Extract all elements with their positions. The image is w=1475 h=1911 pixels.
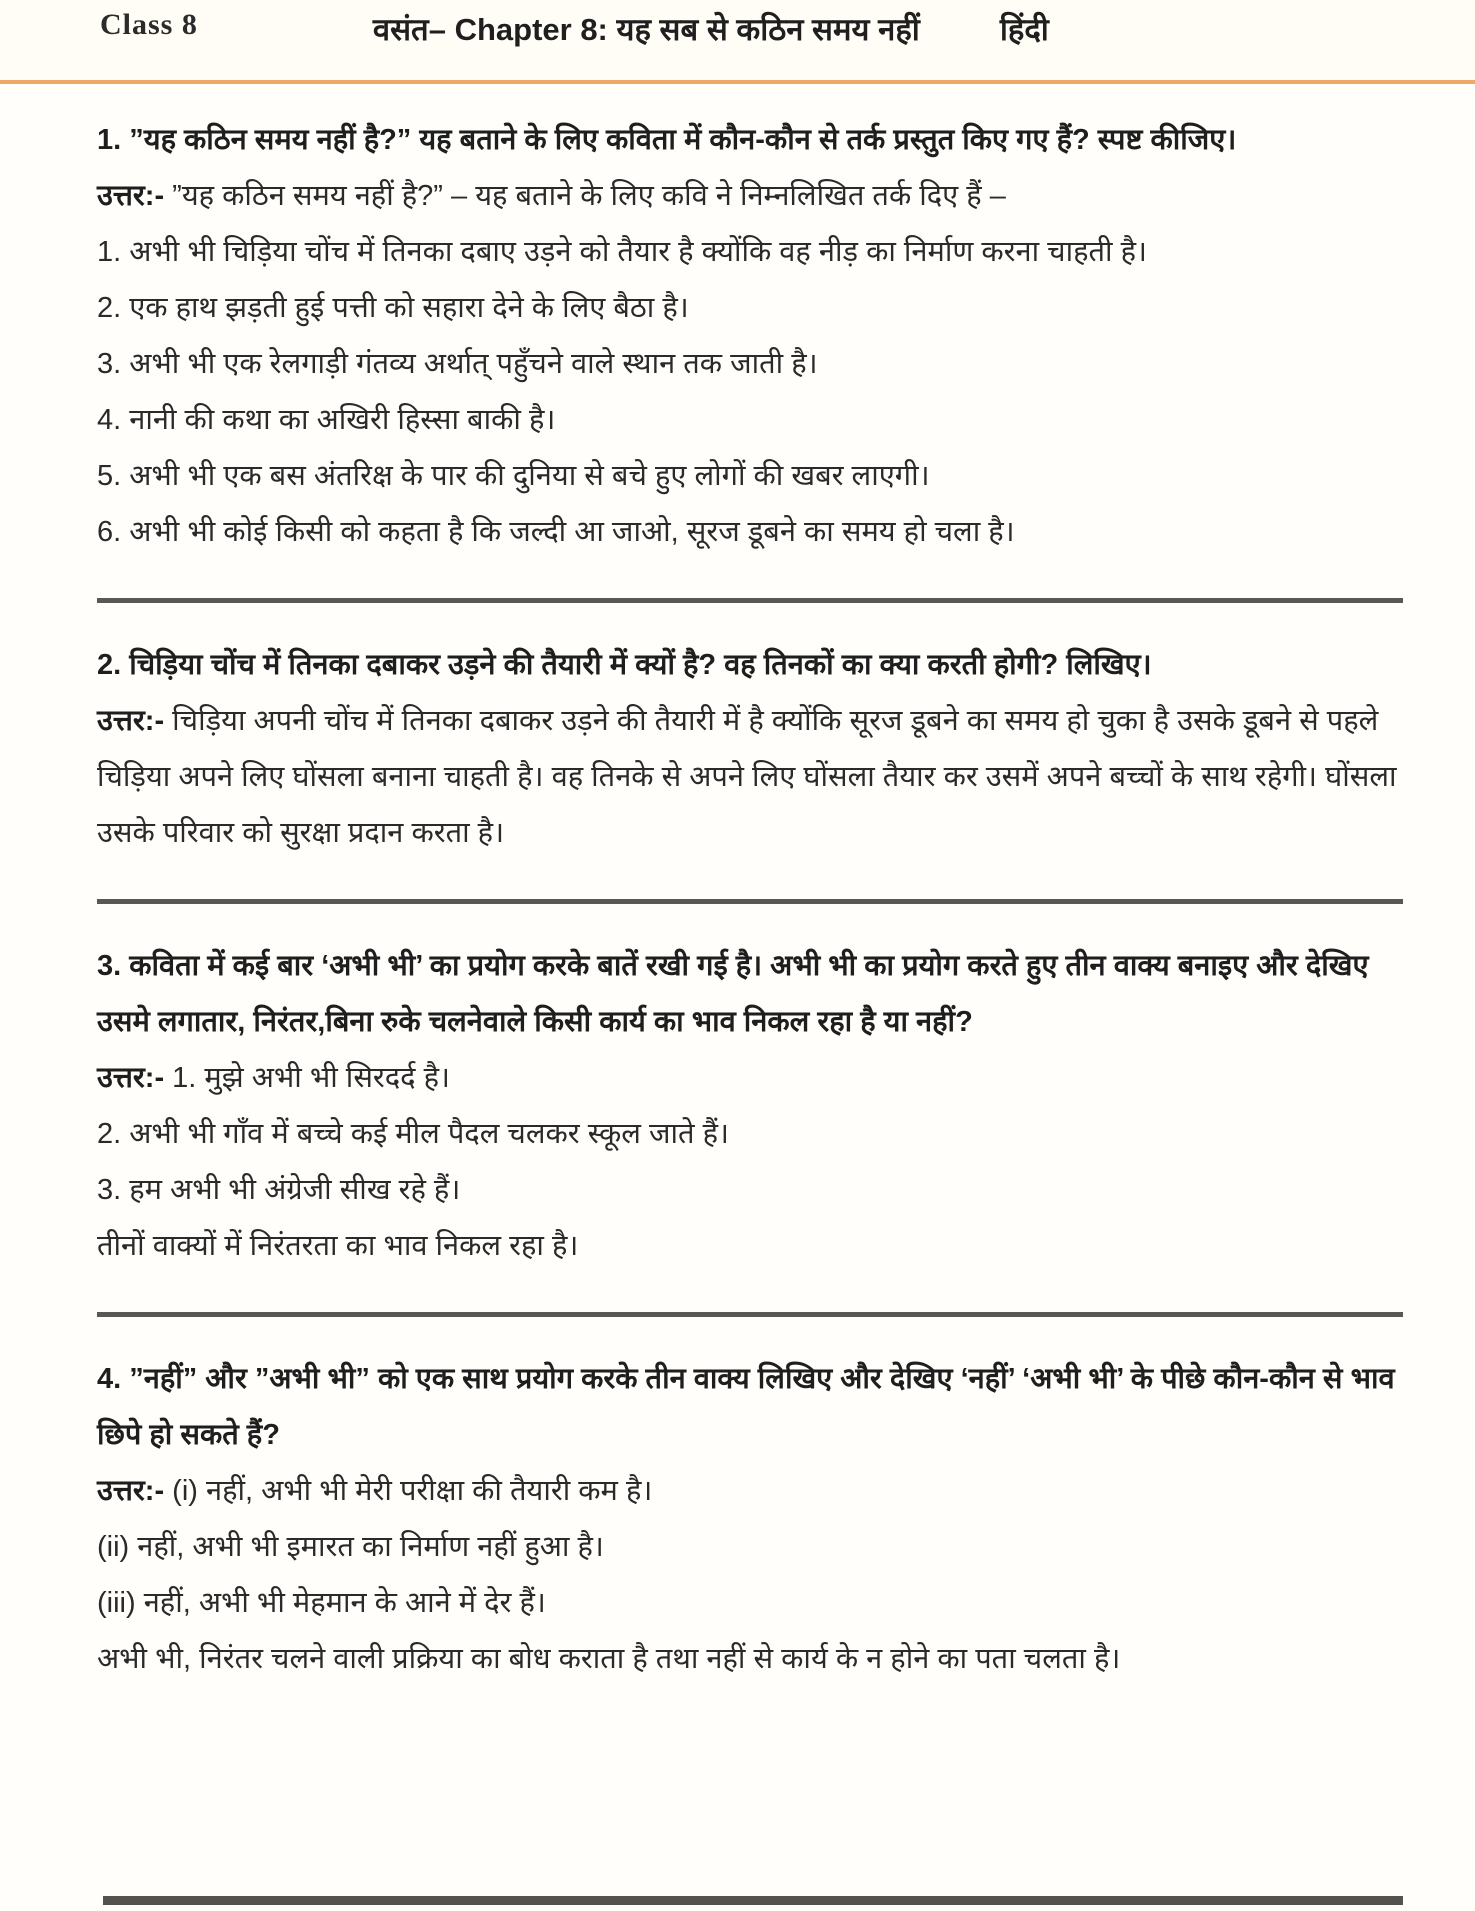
answer-1-point: 2. एक हाथ झड़ती हुई पत्ती को सहारा देने के लिए बैठा है। xyxy=(97,292,689,324)
answer-3-point: तीनों वाक्यों में निरंतरता का भाव निकल रहा है। xyxy=(97,1230,579,1262)
answer-2-intro-line xyxy=(97,693,1403,861)
answer-1-point: 1. अभी भी चिड़िया चोंच में तिनका दबाए उड़ने को तैयार है क्योंकि वह नीड़ का निर्माण करना चाहती है। xyxy=(97,236,1147,268)
answer-1-point: 4. नानी की कथा का अखिरी हिस्सा बाकी है। xyxy=(97,404,556,436)
answer-1-label: उत्तर:- xyxy=(97,180,165,212)
answer-3-label: उत्तर:- xyxy=(97,1062,165,1094)
question-3-text: 3. कविता में कई बार ‘अभी भी’ का प्रयोग करके बातें रखी गई है। अभी भी का प्रयोग करते हुए तीन वाक्य बनाइए और देखिए उसमे लगातार, निरंतर,बिना रुके चलनेवाले किसी कार्य का भाव निकल रहा है या नहीं? xyxy=(97,950,1369,1038)
worksheet-content xyxy=(0,84,1475,1844)
question-1-text: 1. ”यह कठिन समय नहीं है?” यह बताने के लिए कविता में कौन-कौन से तर्क प्रस्तुत किए गए हैं? स्पष्ट कीजिए। xyxy=(97,124,1237,156)
question-4-text: 4. ”नहीं” और ”अभी भी” को एक साथ प्रयोग करके तीन वाक्य लिखिए और देखिए ‘नहीं’ ‘अभी भी’ के पीछे कौन-कौन से भाव छिपे हो सकते हैं? xyxy=(97,1363,1395,1451)
section-divider-3 xyxy=(97,1312,1403,1317)
question-block-4 xyxy=(97,1351,1403,1687)
page-header xyxy=(0,0,1475,80)
answer-4-point: (iii) नहीं, अभी भी मेहमान के आने में देर हैं। xyxy=(97,1587,546,1619)
answer-1-point: 5. अभी भी एक बस अंतरिक्ष के पार की दुनिया से बचे हुए लोगों की खबर लाएगी। xyxy=(97,460,930,492)
answer-4-intro-line xyxy=(97,1463,1403,1519)
answer-3-point: 2. अभी भी गाँव में बच्चे कई मील पैदल चलकर स्कूल जाते हैं। xyxy=(97,1118,729,1150)
section-divider-2 xyxy=(97,899,1403,904)
answer-3-intro: 1. मुझे अभी भी सिरदर्द है। xyxy=(172,1062,451,1094)
class-label: Class 8 xyxy=(100,8,198,41)
answer-1-point: 6. अभी भी कोई किसी को कहता है कि जल्दी आ जाओ, सूरज डूबने का समय हो चला है। xyxy=(97,516,1015,548)
answer-1-intro: ”यह कठिन समय नहीं है?” – यह बताने के लिए कवि ने निम्नलिखित तर्क दिए हैं – xyxy=(172,180,1006,212)
answer-3-point: 3. हम अभी भी अंग्रेजी सीख रहे हैं। xyxy=(97,1174,461,1206)
answer-4-point: (ii) नहीं, अभी भी इमारत का निर्माण नहीं हुआ है। xyxy=(97,1531,604,1563)
question-block-2 xyxy=(97,637,1403,861)
section-divider-1 xyxy=(97,598,1403,603)
subject-label: हिंदी xyxy=(999,12,1049,47)
answer-3-intro-line xyxy=(97,1050,1403,1106)
page-bottom-divider xyxy=(103,1896,1403,1905)
answer-4-point: अभी भी, निरंतर चलने वाली प्रक्रिया का बोध कराता है तथा नहीं से कार्य के न होने का पता चलता है। xyxy=(97,1643,1121,1675)
question-block-3 xyxy=(97,938,1403,1274)
question-block-1 xyxy=(97,112,1403,560)
answer-1-point: 3. अभी भी एक रेलगाड़ी गंतव्य अर्थात् पहुँचने वाले स्थान तक जाती है। xyxy=(97,348,818,380)
answer-2-intro: चिड़िया अपनी चोंच में तिनका दबाकर उड़ने की तैयारी में है क्योंकि सूरज डूबने का समय हो चुका है उसके डूबने से पहले चिड़िया अपने लिए घोंसला बनाना चाहती है। वह तिनके से अपने लिए घोंसला तैयार कर उसमें अपने बच्चों के साथ रहेगी। घोंसला उसके परिवार को सुरक्षा प्रदान करता है। xyxy=(97,705,1397,849)
chapter-title: वसंत– Chapter 8: यह सब से कठिन समय नहीं xyxy=(372,12,920,47)
question-2-text: 2. चिड़िया चोंच में तिनका दबाकर उड़ने की तैयारी में क्यों है? वह तिनकों का क्या करती होगी? लिखिए। xyxy=(97,649,1152,681)
answer-4-label: उत्तर:- xyxy=(97,1475,165,1507)
answer-1-intro-line xyxy=(97,168,1403,224)
answer-2-label: उत्तर:- xyxy=(97,705,165,737)
answer-4-intro: (i) नहीं, अभी भी मेरी परीक्षा की तैयारी कम है। xyxy=(172,1475,653,1507)
